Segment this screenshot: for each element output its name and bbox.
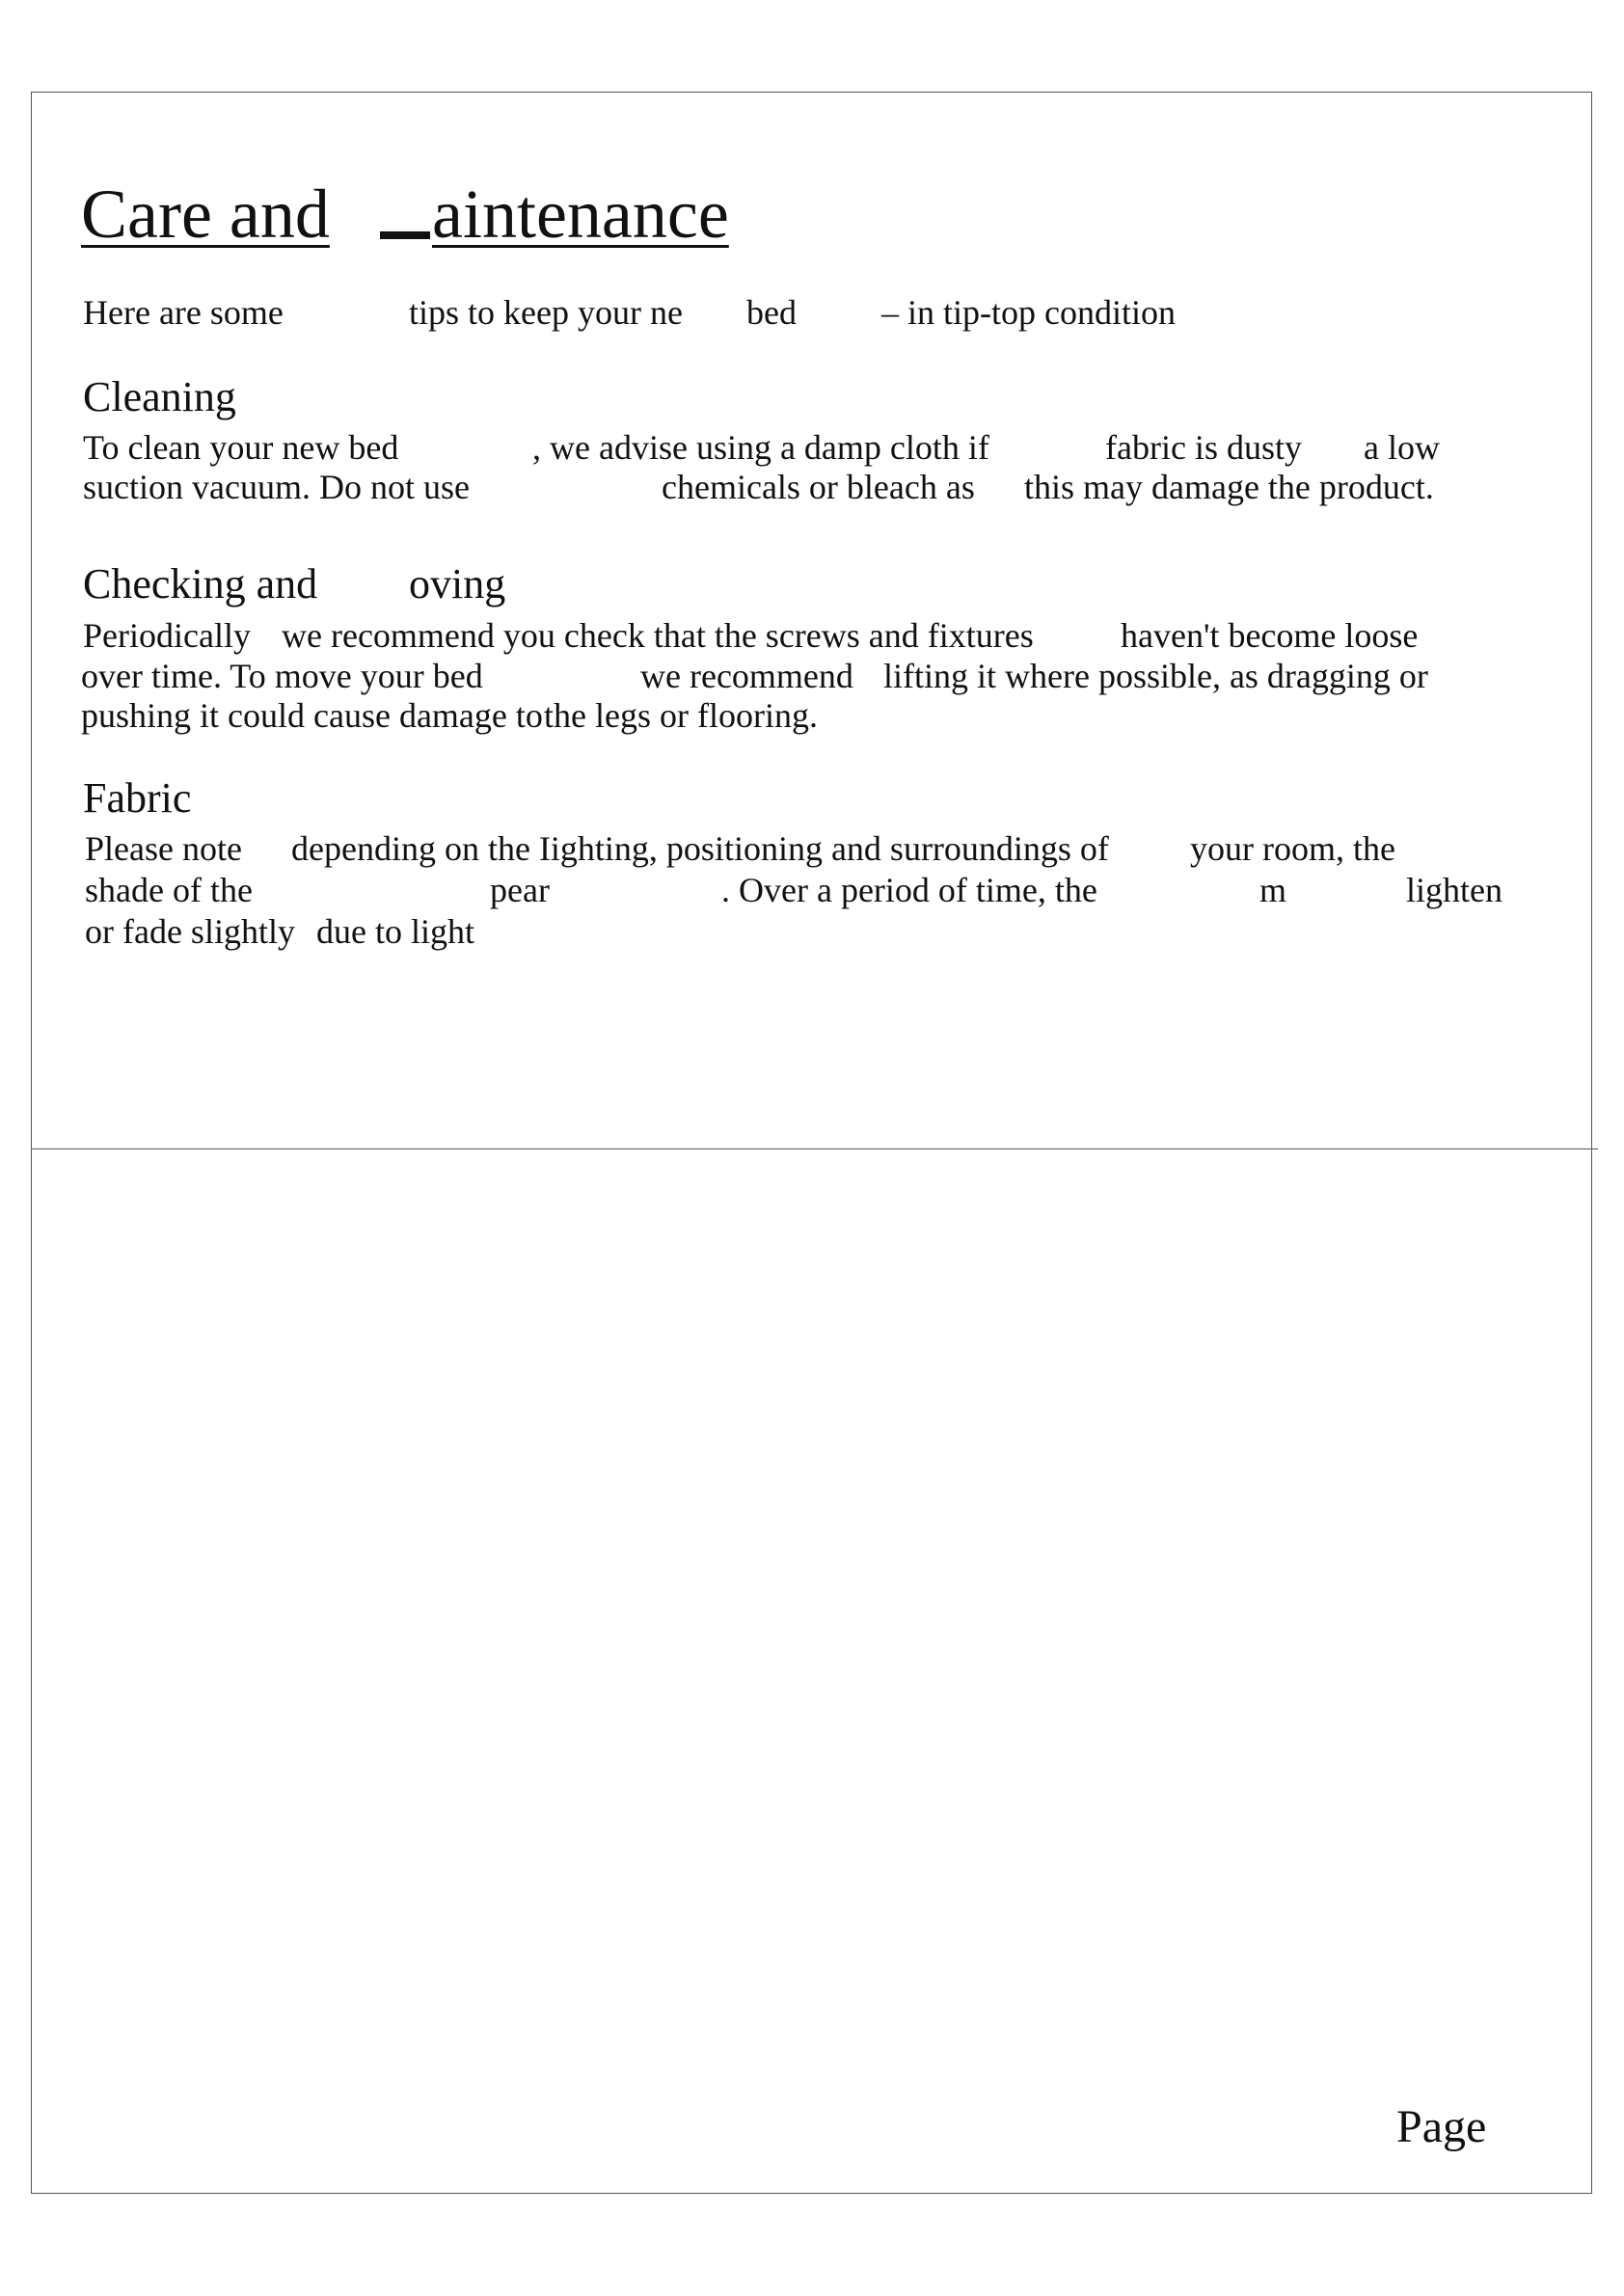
- moving-line1-c: haven't become loose: [1121, 616, 1419, 655]
- fabric-line3-a: or fade slightly: [85, 912, 295, 951]
- cleaning-line2-a: suction vacuum. Do not use: [83, 468, 470, 506]
- moving-line2-b: we recommend: [640, 657, 853, 695]
- fabric-line3-b: due to light: [316, 912, 474, 951]
- fabric-line2-a: shade of the: [85, 871, 253, 909]
- cleaning-line1-b: , we advise using a damp cloth if: [532, 428, 989, 467]
- cleaning-line2-b: chemicals or bleach as: [662, 468, 975, 506]
- moving-heading-b: oving: [409, 560, 506, 608]
- moving-line1-b: we recommend you check that the screws and fixtures: [282, 616, 1034, 655]
- intro-text-b: tips to keep your ne: [409, 293, 683, 332]
- moving-line3-b: the legs or flooring.: [544, 696, 818, 735]
- page-frame: [31, 92, 1592, 2194]
- fabric-heading: Fabric: [83, 774, 192, 822]
- moving-line1-a: Periodically: [83, 616, 251, 655]
- fabric-line1-a: Please note: [85, 829, 242, 868]
- page-title-part1: Care and: [81, 176, 330, 253]
- moving-heading-a: Checking and: [83, 560, 318, 608]
- fabric-line2-b: pear: [490, 871, 550, 909]
- fabric-line2-d: m: [1259, 871, 1287, 909]
- page-label: Page: [1396, 2101, 1487, 2152]
- fabric-line2-e: lighten: [1406, 871, 1502, 909]
- cleaning-line1-c: fabric is dusty: [1105, 428, 1302, 467]
- title-missing-glyph-mark: [380, 231, 430, 239]
- section-divider: [32, 1148, 1598, 1149]
- fabric-line1-c: your room, the: [1190, 829, 1395, 868]
- intro-text-c: bed: [746, 293, 797, 332]
- fabric-line2-c: . Over a period of time, the: [721, 871, 1097, 909]
- cleaning-line1-a: To clean your new bed: [83, 428, 399, 467]
- moving-line2-a: over time. To move your bed: [81, 657, 483, 695]
- intro-text-d: – in tip-top condition: [881, 293, 1176, 332]
- cleaning-line1-d: a low: [1364, 428, 1440, 467]
- page-title-part2: aintenance: [432, 176, 729, 253]
- cleaning-line2-c: this may damage the product.: [1024, 468, 1434, 506]
- cleaning-heading: Cleaning: [83, 373, 236, 420]
- intro-text-a: Here are some: [83, 293, 284, 332]
- moving-line2-c: lifting it where possible, as dragging or: [883, 657, 1428, 695]
- fabric-line1-b: depending on the Iighting, positioning and surroundings of: [291, 829, 1109, 868]
- moving-line3-a: pushing it could cause damage to: [81, 696, 543, 735]
